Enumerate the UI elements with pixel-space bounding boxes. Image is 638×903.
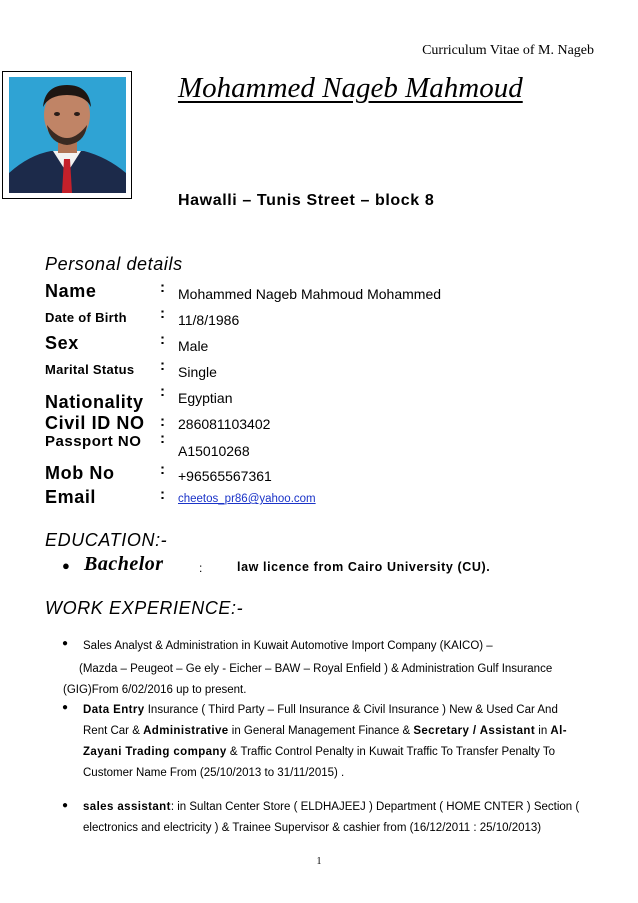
work-item-3-line-2: electronics and electricity ) & Trainee Supervisor & cashier from (16/12/2011 : 25/10/2013)	[83, 822, 542, 834]
label-email: Email	[45, 487, 97, 507]
work-item-2-line-1	[83, 700, 558, 720]
education-heading: EDUCATION:-	[45, 530, 168, 550]
colon: :	[160, 357, 165, 374]
value-nationality: Egyptian	[178, 390, 233, 406]
colon: :	[160, 486, 165, 503]
value-passport-no: A15010268	[178, 443, 250, 459]
colon: :	[160, 461, 165, 478]
bullet-icon: ●	[62, 702, 69, 713]
work-item-2-line-4: Customer Name From (25/10/2013 to 31/11/2015) .	[83, 767, 345, 779]
colon: :	[160, 305, 165, 322]
value-name: Mohammed Nageb Mahmoud Mohammed	[178, 286, 442, 302]
personal-details-heading: Personal details	[45, 254, 183, 274]
label-nationality: Nationality	[45, 392, 144, 412]
job-text: in	[535, 725, 551, 737]
education-degree: Bachelor	[84, 553, 164, 575]
bullet-icon: ●	[62, 638, 69, 649]
label-date-of-birth: Date of Birth	[45, 310, 127, 325]
value-civil-id: 286081103402	[178, 416, 271, 432]
label-civil-id: Civil ID NO	[45, 413, 145, 433]
job-title: Administrative	[143, 725, 229, 737]
colon: :	[160, 430, 165, 447]
job-text: Insurance ( Third Party – Full Insurance & Civil Insurance ) New & Used Car And	[144, 704, 558, 716]
job-title: sales assistant	[83, 801, 171, 813]
profile-photo-frame	[2, 71, 132, 199]
job-text: Rent Car &	[83, 725, 144, 737]
bullet-icon: ●	[62, 558, 70, 573]
company-name: Al-	[550, 725, 567, 737]
job-text: : in Sultan Center Store ( ELDHAJEEJ ) Department ( HOME CNTER ) Section (	[170, 801, 580, 813]
work-item-1-line-3: (GIG)From 6/02/2016 up to present.	[63, 684, 247, 696]
work-item-2-line-2	[83, 721, 567, 741]
work-experience-heading: WORK EXPERIENCE:-	[45, 598, 244, 618]
label-sex: Sex	[45, 333, 79, 353]
colon: :	[160, 383, 165, 400]
colon: :	[160, 413, 165, 430]
full-name-title: Mohammed Nageb Mahmoud	[178, 72, 523, 104]
label-passport-no: Passport NO	[45, 433, 142, 450]
value-date-of-birth: 11/8/1986	[178, 312, 240, 328]
bullet-icon: ●	[62, 800, 69, 811]
email-link[interactable]: cheetos_pr86@yahoo.com	[178, 493, 316, 505]
value-mob-no: +96565567361	[178, 468, 272, 484]
work-item-1-line-1: Sales Analyst & Administration in Kuwait Automotive Import Company (KAICO) –	[83, 640, 493, 652]
address: Hawalli – Tunis Street – block 8	[178, 192, 435, 209]
label-marital-status: Marital Status	[45, 362, 135, 377]
colon: :	[160, 279, 165, 296]
education-detail: law licence from Cairo University (CU).	[237, 560, 491, 574]
cv-header-title: Curriculum Vitae of M. Nageb	[422, 43, 594, 58]
job-title: Data Entry	[83, 704, 145, 716]
colon: :	[160, 331, 165, 348]
job-text: in General Management Finance &	[228, 725, 414, 737]
work-item-1-line-2: (Mazda – Peugeot – Ge ely - Eicher – BAW – Royal Enfield ) & Administration Gulf Insurance	[79, 663, 553, 675]
education-colon: :	[199, 561, 203, 575]
work-item-2-line-3	[83, 742, 555, 762]
job-title: Secretary / Assistant	[413, 725, 536, 737]
value-marital-status: Single	[178, 364, 217, 380]
profile-photo	[9, 77, 126, 193]
value-sex: Male	[178, 338, 209, 354]
job-text: & Traffic Control Penalty in Kuwait Traffic To Transfer Penalty To	[226, 746, 555, 758]
work-item-3-line-1	[83, 797, 579, 817]
label-name: Name	[45, 281, 97, 301]
page-number: 1	[316, 856, 322, 867]
label-mob-no: Mob No	[45, 463, 115, 483]
company-name: Zayani Trading company	[83, 746, 227, 758]
